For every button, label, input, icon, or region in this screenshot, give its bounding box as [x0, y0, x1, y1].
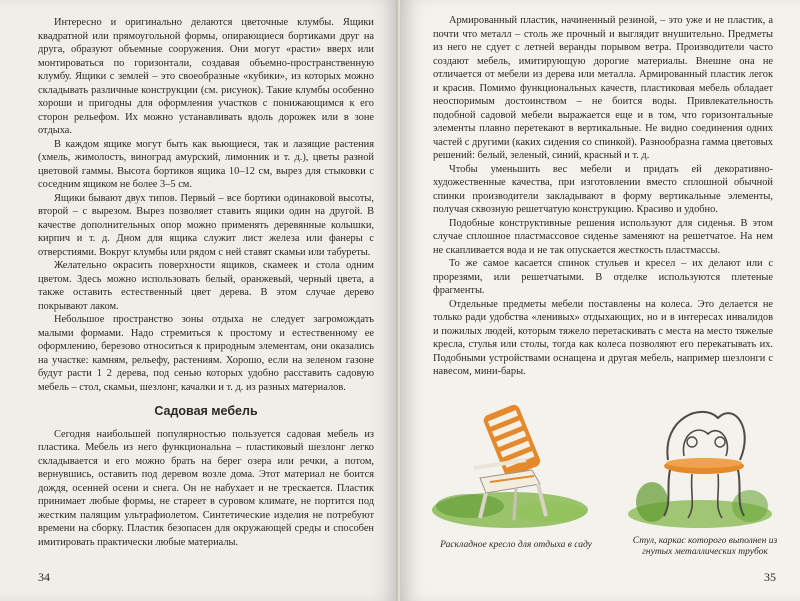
paragraph: Отдельные предметы мебели поставлены на колеса. Это делается не только ради удобства «ленивых» отдыхающих, но и в интересах инвалидов и пожилых людей, которым тяжело перетаскивать с места на место тяжелые кресла, стулья или столы, тогда как колеса позволяют его перекатывать их. Подобными устройствами оснащена и другая мебель, например шезлонги с навесом, мини-бары.: [433, 298, 773, 377]
right-page: [400, 0, 800, 601]
paragraph: Интересно и оригинально делаются цветочные клумбы. Ящики квадратной или прямоугольной формы, опирающиеся бортиками друг на друга, образуют объемные сооружения. Они могут «расти» вверх или монтироваться по горизонтали, создавая объемно-пространственную клумбу. Ящики с землей – это своеобразные «кубики», из которых можно складывать различные конструкции (см. рисунок). Такие клумбы особенно хороши и пригодны для оформления участков с понижающимся к его сторон рельефом. Их можно устанавливать вдоль дорожек или в зоне отдыха.: [38, 17, 374, 136]
paragraph: Подобные конструктивные решения используют для сиденья. В этом случае сплошное пластмассовое сиденье заменяют на решетчатое. На нем не скапливается вода и не так опускается жесткость пластмассы.: [433, 217, 773, 256]
section-title: Садовая мебель: [154, 404, 258, 418]
chair-caption: Раскладное кресло для отдыха в саду: [440, 540, 592, 550]
paragraph: В каждом ящике могут быть как вьющиеся, так и лазящие растения (хмель, жимолость, виноград амурский, лимонник и т. д.), цветы разной цветовой гаммы. Высота бортиков ящика 10–12 см, вырез для стыковки с соседним ящиком не более 3–5 см.: [38, 138, 374, 190]
page-number: 35: [764, 570, 776, 584]
metal-chair-caption: Стул, каркас которого выполнен из гнутых металлических трубок: [632, 536, 778, 557]
left-text-column: [38, 16, 374, 549]
metal-chair-illustration: [622, 398, 778, 530]
page-number: 34: [38, 570, 50, 584]
paragraph: То же самое касается спинок стульев и кресел – их делают или с прорезями, или решетчатыми. В отделке используются плетеные фрагменты.: [433, 258, 773, 296]
paragraph: Армированный пластик, начиненный резиной, – это уже и не пластик, а почти что металл – столь же прочный и выглядит внушительно. Предметы из него не сдует с летней веранды порывом ветра. Производители часто создают мебель, имитирующую дорогие материалы. Внешне она не отличается от мебели из дерева или металла. Армированный пластик легок и красив. Помимо функциональных качеств, пластиковая мебель обладает неоспоримым достоинством – не боится воды. Привлекательность подобной садовой мебели выражается еще и в том, что горизонтальные элементы плавно перетекают в вертикальные. Не видно соединения одних частей с другими (каких сидения со спинкой). Разнообразна гамма цветовых решений: белый, зеленый, синий, красный и т. д.: [433, 15, 773, 161]
paragraph: Чтобы уменьшить вес мебели и придать ей декоративно-художественные качества, при изготовлении вместо сплошной обычной спинки производители закладывают в форму вертикальные элементы, получая сквозную решетчатую конструкцию. Красиво и удобно.: [433, 163, 773, 215]
paragraph: Небольшое пространство зоны отдыха не следует загромождать малыми формами. Надо стремиться к простому и естественному ее оформлению, березово относиться к природным элементам, они оказались на участке: камням, рельефу, растениям. Хорошо, если на зеленом газоне будут расти 1 2 дерева, под сенью которых удобно расставить садовую мебель – стол, скамьи, шезлонг, качалки и т. д. из разных материалов.: [38, 314, 374, 393]
right-text-column: [433, 14, 773, 379]
paragraph: Ящики бывают двух типов. Первый – все бортики одинаковой высоты, второй – с вырезом. Вырез позволяет ставить ящики один на другой. В качестве дополнительных опор можно применять деревянные колышки, кирпич и т. д. Дном для ящика служит лист железа или фанеры с отверстиями. Вокруг клумбы или рядом с ней ставят скамьи или табуреты.: [38, 192, 374, 258]
folding-chair-illustration: [430, 398, 590, 530]
paragraph: Желательно окрасить поверхности ящиков, скамеек и стола одним цветом. Здесь можно использовать белый, оранжевый, черный цвета, а также оставить естественный цвет дерева. В этом случае дерево покрывают лаком.: [38, 260, 374, 312]
paragraph: Сегодня наибольшей популярностью пользуется садовая мебель из пластика. Мебель из него функциональна – пластиковый шезлонг легко складывается и его можно брать на берег озера или речки, а потом, вернувшись, оставить под деревом возле дома. Этот материал не боится дождя, осенней осени и снега. Он не набухает и не трескается. Пластик принимает любые формы, не стареет в суровом климате, не портится под жестким палящим ультрафиолетом. Синтетические изделия не потребуют времени на сборку. Пластик безопасен для окружающей среды и способен имитировать практически любые материалы.: [38, 428, 374, 548]
